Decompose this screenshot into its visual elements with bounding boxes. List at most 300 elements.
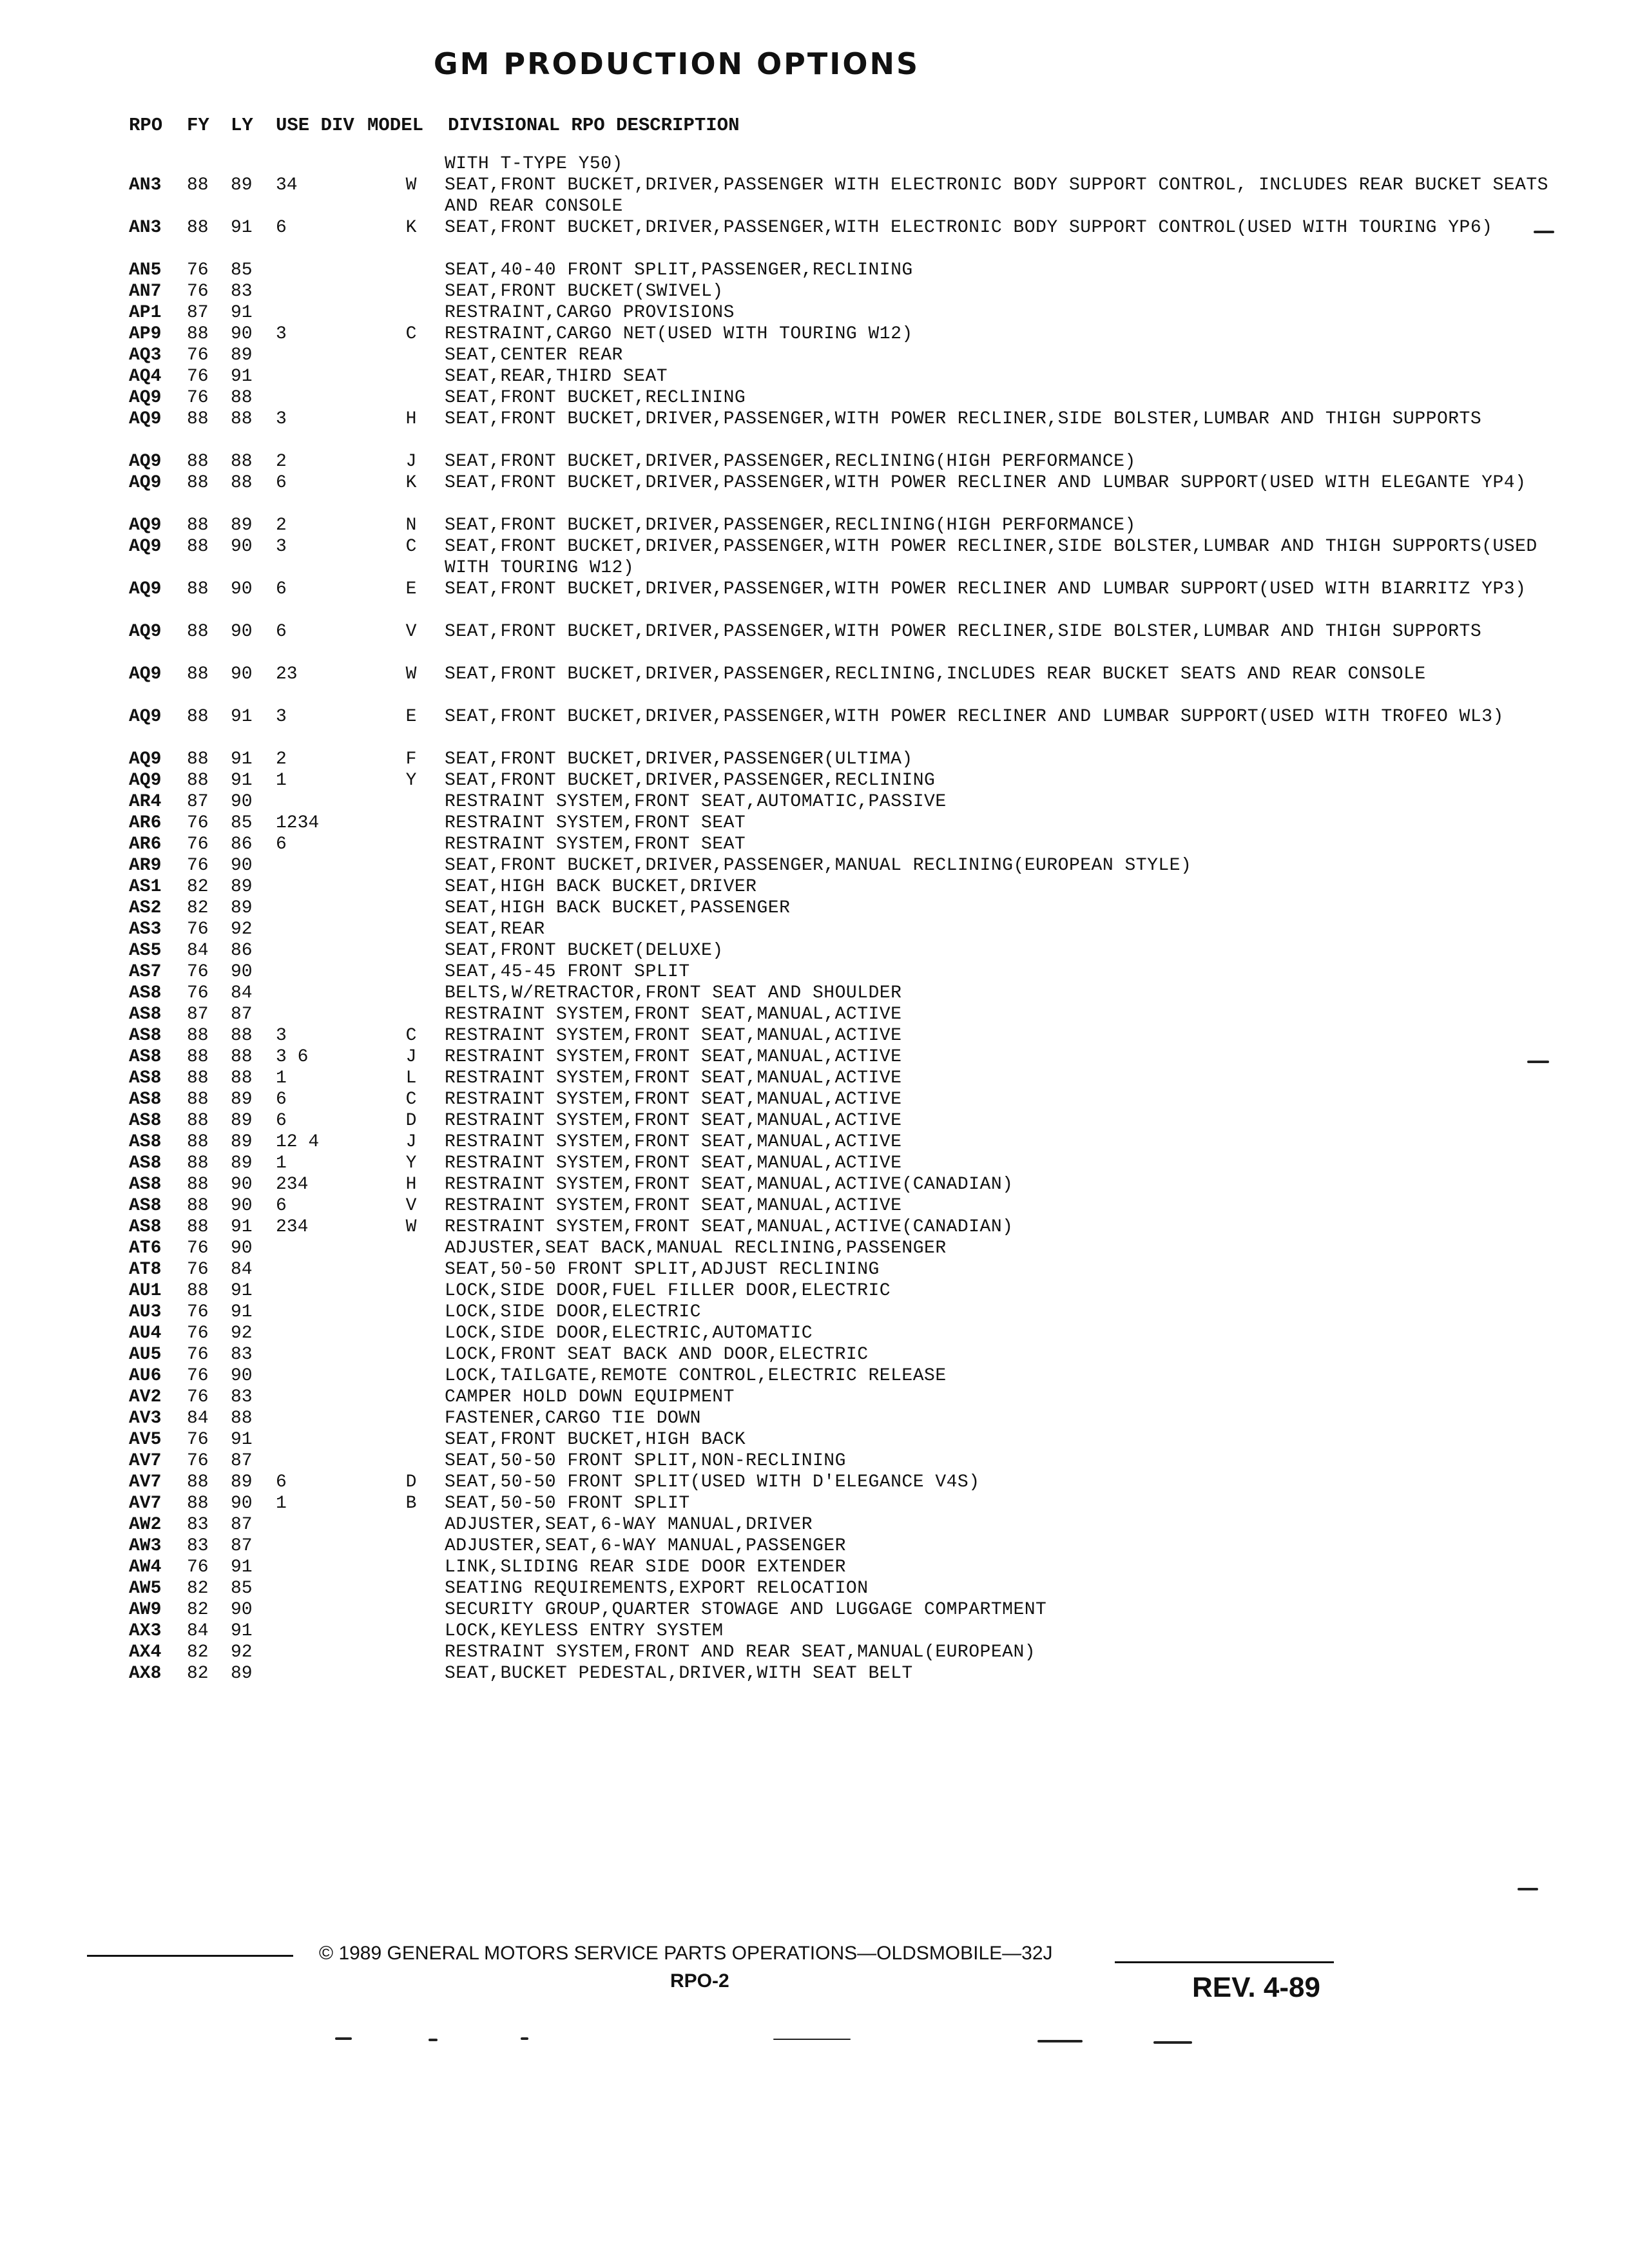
first-year: 76 [187, 1366, 209, 1386]
rpo-description: SEAT,REAR [445, 919, 545, 939]
rpo-description: RESTRAINT SYSTEM,FRONT SEAT,MANUAL,ACTIVE [445, 1047, 902, 1067]
rpo-description: RESTRAINT SYSTEM,FRONT SEAT [445, 813, 746, 833]
last-year: 91 [231, 749, 253, 769]
last-year: 91 [231, 1281, 253, 1301]
rpo-description: SEAT,50-50 FRONT SPLIT(USED WITH D'ELEGANCE V4S) [445, 1472, 980, 1492]
rpo-description: SEAT,FRONT BUCKET,DRIVER,PASSENGER,WITH POWER RECLINER AND LUMBAR SUPPORT(USED WITH ELEGANTE YP4) [445, 473, 1527, 493]
last-year: 88 [231, 452, 253, 472]
last-year: 89 [231, 345, 253, 365]
table-row [0, 579, 1629, 621]
scan-mark [429, 2039, 438, 2041]
rpo-description: LOCK,SIDE DOOR,ELECTRIC [445, 1302, 701, 1322]
last-year: 91 [231, 1621, 253, 1641]
use-division: 6 [276, 1196, 287, 1216]
rpo-description: SEAT,FRONT BUCKET,DRIVER,PASSENGER,WITH ELECTRONIC BODY SUPPORT CONTROL(USED WITH TOURING YP6) [445, 218, 1493, 238]
table-row [0, 153, 1629, 175]
first-year: 88 [187, 1026, 209, 1046]
table-row [0, 1535, 1629, 1557]
last-year: 90 [231, 1175, 253, 1195]
last-year: 92 [231, 919, 253, 939]
rpo-code: AS8 [129, 1026, 162, 1046]
first-year: 88 [187, 1217, 209, 1237]
table-row [0, 770, 1629, 791]
first-year: 87 [187, 792, 209, 812]
rpo-code: AS8 [129, 1068, 162, 1088]
rpo-code: AS8 [129, 1090, 162, 1110]
table-row [0, 876, 1629, 898]
table-row [0, 1089, 1629, 1110]
table-row [0, 940, 1629, 961]
rpo-code: AQ9 [129, 579, 162, 599]
rpo-description: SEAT,50-50 FRONT SPLIT,NON-RECLINING [445, 1451, 846, 1471]
use-division: 6 [276, 834, 287, 854]
scan-mark [1527, 1061, 1549, 1063]
table-row [0, 1110, 1629, 1131]
rpo-description: ADJUSTER,SEAT,6-WAY MANUAL,PASSENGER [445, 1536, 846, 1556]
last-year: 89 [231, 1132, 253, 1152]
use-division: 23 [276, 664, 298, 684]
use-division: 6 [276, 473, 287, 493]
rpo-description: RESTRAINT,CARGO NET(USED WITH TOURING W12) [445, 324, 913, 344]
table-row [0, 706, 1629, 749]
first-year: 76 [187, 260, 209, 280]
rpo-code: AN5 [129, 260, 162, 280]
rpo-description: RESTRAINT SYSTEM,FRONT SEAT,MANUAL,ACTIVE(CANADIAN) [445, 1175, 1014, 1195]
last-year: 84 [231, 1260, 253, 1280]
page-title: GM PRODUCTION OPTIONS [433, 46, 920, 81]
last-year: 90 [231, 1238, 253, 1258]
rpo-code: AW5 [129, 1579, 162, 1599]
first-year: 76 [187, 1430, 209, 1450]
first-year: 82 [187, 877, 209, 897]
last-year: 92 [231, 1642, 253, 1662]
table-row [0, 536, 1629, 579]
rpo-code: AQ9 [129, 537, 162, 557]
first-year: 82 [187, 1579, 209, 1599]
model-code: C [405, 537, 417, 557]
model-code: Y [405, 771, 417, 791]
table-row [0, 1493, 1629, 1514]
first-year: 88 [187, 1472, 209, 1492]
last-year: 89 [231, 1111, 253, 1131]
rpo-code: AS8 [129, 1217, 162, 1237]
rpo-description: RESTRAINT SYSTEM,FRONT SEAT,MANUAL,ACTIVE [445, 1068, 902, 1088]
model-code: N [405, 515, 417, 535]
table-row [0, 812, 1629, 834]
table-row [0, 472, 1629, 515]
rpo-description: SEAT,REAR,THIRD SEAT [445, 367, 668, 387]
use-division: 234 [276, 1175, 309, 1195]
table-row [0, 217, 1629, 260]
last-year: 87 [231, 1515, 253, 1535]
first-year: 76 [187, 345, 209, 365]
first-year: 76 [187, 388, 209, 408]
rpo-code: AN3 [129, 218, 162, 238]
rpo-code: AP9 [129, 324, 162, 344]
model-code: F [405, 749, 417, 769]
table-row [0, 1004, 1629, 1025]
rpo-description: LOCK,TAILGATE,REMOTE CONTROL,ELECTRIC RELEASE [445, 1366, 947, 1386]
last-year: 88 [231, 409, 253, 429]
last-year: 91 [231, 1302, 253, 1322]
rpo-description: SEATING REQUIREMENTS,EXPORT RELOCATION [445, 1579, 869, 1599]
rpo-description: RESTRAINT SYSTEM,FRONT SEAT,MANUAL,ACTIVE(CANADIAN) [445, 1217, 1014, 1237]
first-year: 88 [187, 1132, 209, 1152]
first-year: 82 [187, 898, 209, 918]
table-header [0, 115, 1629, 140]
use-division: 6 [276, 1090, 287, 1110]
rpo-code: AU5 [129, 1345, 162, 1365]
rpo-description: SEAT,FRONT BUCKET,DRIVER,PASSENGER,WITH POWER RECLINER AND LUMBAR SUPPORT(USED WITH BIARRITZ YP3) [445, 579, 1527, 599]
first-year: 76 [187, 367, 209, 387]
rpo-description: SEAT,FRONT BUCKET,DRIVER,PASSENGER,RECLINING [445, 771, 936, 791]
rpo-description: SEAT,FRONT BUCKET(SWIVEL) [445, 282, 724, 302]
rpo-code: AS8 [129, 1004, 162, 1024]
table-row [0, 834, 1629, 855]
table-row [0, 1365, 1629, 1387]
footer-rule-right [1115, 1961, 1334, 1963]
table-row [0, 1472, 1629, 1493]
rpo-code: AR6 [129, 834, 162, 854]
rpo-description: LOCK,KEYLESS ENTRY SYSTEM [445, 1621, 724, 1641]
model-code: J [405, 1047, 417, 1067]
rpo-description: ADJUSTER,SEAT BACK,MANUAL RECLINING,PASSENGER [445, 1238, 947, 1258]
last-year: 85 [231, 813, 253, 833]
first-year: 84 [187, 941, 209, 961]
use-division: 6 [276, 1472, 287, 1492]
table-row [0, 1514, 1629, 1535]
rpo-description: SEAT,50-50 FRONT SPLIT,ADJUST RECLINING [445, 1260, 880, 1280]
rpo-description: LOCK,FRONT SEAT BACK AND DOOR,ELECTRIC [445, 1345, 869, 1365]
rpo-description: SEAT,FRONT BUCKET,DRIVER,PASSENGER(ULTIMA) [445, 749, 913, 769]
last-year: 91 [231, 1430, 253, 1450]
rpo-code: AR4 [129, 792, 162, 812]
table-row [0, 175, 1629, 217]
first-year: 88 [187, 1281, 209, 1301]
rpo-code: AU6 [129, 1366, 162, 1386]
rpo-code: AV7 [129, 1451, 162, 1471]
rpo-code: AQ9 [129, 707, 162, 727]
column-header-rpo: RPO [129, 115, 163, 136]
rpo-description: SEAT,40-40 FRONT SPLIT,PASSENGER,RECLINING [445, 260, 913, 280]
last-year: 83 [231, 282, 253, 302]
last-year: 90 [231, 962, 253, 982]
use-division: 2 [276, 452, 287, 472]
table-row [0, 1408, 1629, 1429]
rpo-description: RESTRAINT SYSTEM,FRONT SEAT,AUTOMATIC,PASSIVE [445, 792, 947, 812]
first-year: 88 [187, 749, 209, 769]
use-division: 6 [276, 218, 287, 238]
rpo-code: AQ9 [129, 622, 162, 642]
table-row [0, 961, 1629, 983]
last-year: 89 [231, 1153, 253, 1173]
scan-mark [1534, 231, 1554, 233]
column-header-fy: FY [187, 115, 209, 136]
table-row [0, 387, 1629, 408]
model-code: V [405, 1196, 417, 1216]
last-year: 89 [231, 898, 253, 918]
last-year: 92 [231, 1323, 253, 1343]
rpo-code: AQ9 [129, 664, 162, 684]
table-row [0, 451, 1629, 472]
first-year: 88 [187, 1175, 209, 1195]
last-year: 90 [231, 537, 253, 557]
rpo-description: RESTRAINT SYSTEM,FRONT SEAT,MANUAL,ACTIVE [445, 1111, 902, 1131]
first-year: 88 [187, 515, 209, 535]
last-year: 89 [231, 1090, 253, 1110]
first-year: 88 [187, 1047, 209, 1067]
rpo-description: RESTRAINT SYSTEM,FRONT SEAT,MANUAL,ACTIVE [445, 1153, 902, 1173]
use-division: 3 6 [276, 1047, 309, 1067]
table-row [0, 323, 1629, 345]
rpo-description: SEAT,FRONT BUCKET,DRIVER,PASSENGER,RECLINING,INCLUDES REAR BUCKET SEATS AND REAR CONSOLE [445, 664, 1426, 684]
last-year: 85 [231, 1579, 253, 1599]
table-row [0, 1216, 1629, 1238]
last-year: 84 [231, 983, 253, 1003]
first-year: 88 [187, 409, 209, 429]
table-row [0, 1599, 1629, 1620]
rpo-code: AQ9 [129, 771, 162, 791]
model-code: C [405, 1090, 417, 1110]
model-code: E [405, 707, 417, 727]
last-year: 90 [231, 1366, 253, 1386]
table-row [0, 302, 1629, 323]
page-number: RPO-2 [670, 1970, 729, 1992]
rpo-code: AQ9 [129, 515, 162, 535]
rpo-code: AX3 [129, 1621, 162, 1641]
first-year: 88 [187, 707, 209, 727]
model-code: K [405, 473, 417, 493]
model-code: H [405, 1175, 417, 1195]
model-code: D [405, 1472, 417, 1492]
last-year: 91 [231, 367, 253, 387]
model-code: B [405, 1494, 417, 1514]
column-header-model: MODEL [367, 115, 424, 136]
table-row [0, 1195, 1629, 1216]
rpo-description: SEAT,BUCKET PEDESTAL,DRIVER,WITH SEAT BELT [445, 1664, 913, 1684]
rpo-code: AV3 [129, 1408, 162, 1428]
table-row [0, 1387, 1629, 1408]
model-code: H [405, 409, 417, 429]
last-year: 83 [231, 1345, 253, 1365]
rpo-description: RESTRAINT,CARGO PROVISIONS [445, 303, 735, 323]
table-row [0, 345, 1629, 366]
last-year: 87 [231, 1536, 253, 1556]
first-year: 88 [187, 537, 209, 557]
rpo-code: AS8 [129, 1111, 162, 1131]
table-row [0, 1578, 1629, 1599]
first-year: 88 [187, 1153, 209, 1173]
rpo-code: AS3 [129, 919, 162, 939]
table-row [0, 1450, 1629, 1472]
model-code: Y [405, 1153, 417, 1173]
use-division: 1 [276, 1494, 287, 1514]
first-year: 76 [187, 856, 209, 876]
last-year: 90 [231, 324, 253, 344]
first-year: 88 [187, 175, 209, 195]
rpo-code: AS8 [129, 983, 162, 1003]
first-year: 76 [187, 962, 209, 982]
rpo-code: AV5 [129, 1430, 162, 1450]
first-year: 88 [187, 473, 209, 493]
first-year: 76 [187, 1302, 209, 1322]
model-code: C [405, 1026, 417, 1046]
rpo-description: SEAT,FRONT BUCKET,DRIVER,PASSENGER,WITH POWER RECLINER,SIDE BOLSTER,LUMBAR AND THIGH SUPPORTS [445, 409, 1482, 429]
rpo-code: AV7 [129, 1494, 162, 1514]
last-year: 86 [231, 941, 253, 961]
rpo-code: AS7 [129, 962, 162, 982]
table-row [0, 260, 1629, 281]
use-division: 234 [276, 1217, 309, 1237]
first-year: 88 [187, 664, 209, 684]
model-code: W [405, 1217, 417, 1237]
first-year: 87 [187, 303, 209, 323]
rpo-description: BELTS,W/RETRACTOR,FRONT SEAT AND SHOULDER [445, 983, 902, 1003]
last-year: 91 [231, 303, 253, 323]
table-row [0, 1620, 1629, 1642]
first-year: 88 [187, 324, 209, 344]
first-year: 84 [187, 1621, 209, 1641]
table-row [0, 749, 1629, 770]
first-year: 84 [187, 1408, 209, 1428]
last-year: 91 [231, 707, 253, 727]
model-code: C [405, 324, 417, 344]
table-row [0, 1153, 1629, 1174]
table-row [0, 621, 1629, 664]
table-row [0, 855, 1629, 876]
first-year: 76 [187, 1557, 209, 1577]
use-division: 1 [276, 1153, 287, 1173]
rpo-code: AQ9 [129, 749, 162, 769]
rpo-description: SEAT,FRONT BUCKET,HIGH BACK [445, 1430, 746, 1450]
rpo-code: AQ9 [129, 388, 162, 408]
rpo-description: RESTRAINT SYSTEM,FRONT SEAT,MANUAL,ACTIVE [445, 1132, 902, 1152]
scan-mark [773, 2039, 851, 2040]
rpo-description: RESTRAINT SYSTEM,FRONT SEAT,MANUAL,ACTIVE [445, 1196, 902, 1216]
rpo-description: RESTRAINT SYSTEM,FRONT AND REAR SEAT,MANUAL(EUROPEAN) [445, 1642, 1036, 1662]
rpo-code: AS1 [129, 877, 162, 897]
table-row [0, 919, 1629, 940]
rpo-description: WITH T-TYPE Y50) [445, 154, 623, 174]
rpo-description: SEAT,FRONT BUCKET,RECLINING [445, 388, 746, 408]
rpo-code: AR6 [129, 813, 162, 833]
rpo-description: SEAT,FRONT BUCKET,DRIVER,PASSENGER WITH ELECTRONIC BODY SUPPORT CONTROL, INCLUDES REAR BUCKET SEATS AND REAR CONSOLE [445, 175, 1548, 216]
use-division: 3 [276, 324, 287, 344]
first-year: 76 [187, 1323, 209, 1343]
rpo-description: SEAT,45-45 FRONT SPLIT [445, 962, 690, 982]
first-year: 76 [187, 1451, 209, 1471]
column-header-use-div: USE DIV [276, 115, 354, 136]
rpo-description: SEAT,FRONT BUCKET,DRIVER,PASSENGER,WITH POWER RECLINER,SIDE BOLSTER,LUMBAR AND THIGH SUPPORTS(USED WITH TOURING W12) [445, 537, 1537, 578]
use-division: 2 [276, 749, 287, 769]
last-year: 89 [231, 515, 253, 535]
first-year: 76 [187, 919, 209, 939]
model-code: E [405, 579, 417, 599]
use-division: 1 [276, 771, 287, 791]
rpo-code: AX4 [129, 1642, 162, 1662]
use-division: 3 [276, 1026, 287, 1046]
rpo-code: AW4 [129, 1557, 162, 1577]
table-row [0, 898, 1629, 919]
rpo-description: RESTRAINT SYSTEM,FRONT SEAT [445, 834, 746, 854]
use-division: 34 [276, 175, 298, 195]
first-year: 88 [187, 1196, 209, 1216]
use-division: 2 [276, 515, 287, 535]
first-year: 88 [187, 1111, 209, 1131]
model-code: V [405, 622, 417, 642]
rpo-description: LOCK,SIDE DOOR,FUEL FILLER DOOR,ELECTRIC [445, 1281, 891, 1301]
last-year: 90 [231, 1196, 253, 1216]
rpo-description: RESTRAINT SYSTEM,FRONT SEAT,MANUAL,ACTIVE [445, 1026, 902, 1046]
table-row [0, 1025, 1629, 1046]
rpo-code: AT6 [129, 1238, 162, 1258]
rpo-code: AU4 [129, 1323, 162, 1343]
last-year: 87 [231, 1004, 253, 1024]
rpo-description: SEAT,FRONT BUCKET,DRIVER,PASSENGER,WITH POWER RECLINER AND LUMBAR SUPPORT(USED WITH TROFEO WL3) [445, 707, 1504, 727]
scan-mark [1037, 2040, 1083, 2042]
rpo-code: AQ9 [129, 409, 162, 429]
first-year: 83 [187, 1515, 209, 1535]
table-row [0, 1429, 1629, 1450]
column-header-description: DIVISIONAL RPO DESCRIPTION [448, 115, 740, 136]
revision-label: REV. 4-89 [1192, 1972, 1320, 2003]
first-year: 76 [187, 282, 209, 302]
rpo-description: CAMPER HOLD DOWN EQUIPMENT [445, 1387, 735, 1407]
first-year: 82 [187, 1642, 209, 1662]
last-year: 89 [231, 1472, 253, 1492]
table-row [0, 1238, 1629, 1259]
rpo-code: AV7 [129, 1472, 162, 1492]
model-code: J [405, 1132, 417, 1152]
rpo-description: SEAT,FRONT BUCKET,DRIVER,PASSENGER,MANUAL RECLINING(EUROPEAN STYLE) [445, 856, 1192, 876]
first-year: 83 [187, 1536, 209, 1556]
model-code: W [405, 175, 417, 195]
first-year: 76 [187, 1387, 209, 1407]
rpo-code: AV2 [129, 1387, 162, 1407]
table-row [0, 1642, 1629, 1663]
rpo-description: SEAT,FRONT BUCKET,DRIVER,PASSENGER,RECLINING(HIGH PERFORMANCE) [445, 452, 1136, 472]
scan-mark [521, 2037, 528, 2040]
rpo-description: SEAT,CENTER REAR [445, 345, 623, 365]
first-year: 88 [187, 1090, 209, 1110]
model-code: L [405, 1068, 417, 1088]
rpo-code: AS8 [129, 1196, 162, 1216]
rpo-description: LINK,SLIDING REAR SIDE DOOR EXTENDER [445, 1557, 846, 1577]
table-row [0, 1046, 1629, 1068]
last-year: 90 [231, 579, 253, 599]
scan-mark [1518, 1888, 1538, 1890]
rpo-description: SEAT,FRONT BUCKET,DRIVER,PASSENGER,WITH POWER RECLINER,SIDE BOLSTER,LUMBAR AND THIGH SUPPORTS [445, 622, 1482, 642]
last-year: 86 [231, 834, 253, 854]
first-year: 76 [187, 1238, 209, 1258]
model-code: J [405, 452, 417, 472]
table-row [0, 1259, 1629, 1280]
first-year: 88 [187, 579, 209, 599]
table-row [0, 983, 1629, 1004]
table-row [0, 1663, 1629, 1684]
rpo-code: AN3 [129, 175, 162, 195]
rpo-code: AW2 [129, 1515, 162, 1535]
first-year: 76 [187, 983, 209, 1003]
last-year: 90 [231, 792, 253, 812]
table-row [0, 408, 1629, 451]
rpo-code: AS8 [129, 1132, 162, 1152]
last-year: 89 [231, 877, 253, 897]
first-year: 87 [187, 1004, 209, 1024]
model-code: W [405, 664, 417, 684]
last-year: 88 [231, 473, 253, 493]
footer-copyright: © 1989 GENERAL MOTORS SERVICE PARTS OPERATIONS—OLDSMOBILE—32J [319, 1943, 1053, 1964]
